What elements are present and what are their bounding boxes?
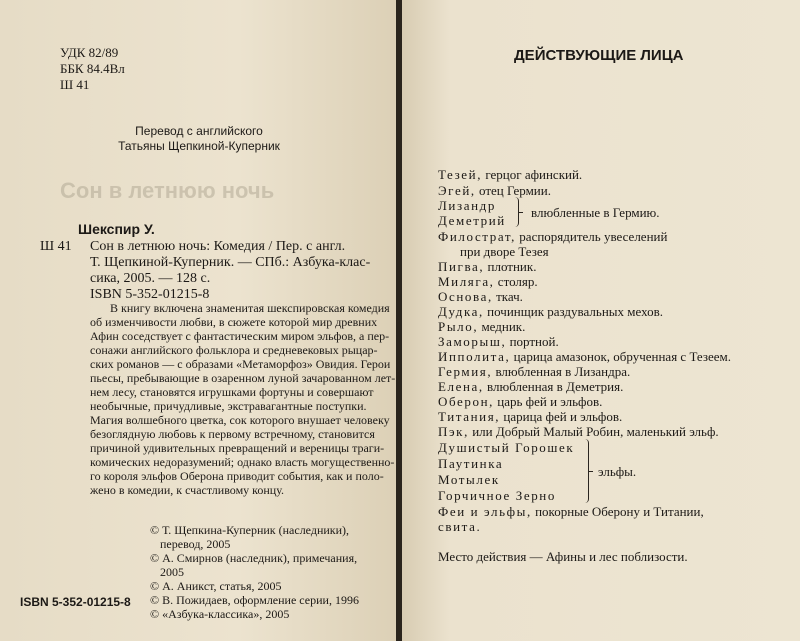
cast-entry <box>438 168 582 181</box>
character-desc: влюбленная в Лизандра. <box>492 364 631 379</box>
character-desc: царь фей и эльфов. <box>494 394 603 409</box>
character-name: Паутинка <box>438 456 504 471</box>
character-name: Эгей, <box>438 183 476 198</box>
character-desc: влюбленная в Деметрия. <box>483 379 624 394</box>
bibliography-line: Т. Щепкиной-Куперник. — СПб.: Азбука-клас- <box>90 255 371 270</box>
annotation-line: нем лесу, становятся игрушками фортуны и совершают <box>90 385 374 399</box>
cast-entry <box>438 365 630 378</box>
character-name: Заморыш, <box>438 334 507 349</box>
annotation-line: комических недоразумений; однако власть могущественно- <box>90 455 395 469</box>
character-name: Лизандр <box>438 198 496 213</box>
character-name: Ипполита, <box>438 349 511 364</box>
translation-note-line: Перевод с английского <box>135 124 263 138</box>
cast-entry <box>438 260 536 273</box>
character-name: Пэк, <box>438 424 469 439</box>
character-name: Филострат, <box>438 229 517 244</box>
copyright-line: © «Азбука-классика», 2005 <box>150 607 290 621</box>
character-desc: столяр. <box>494 274 538 289</box>
copyright-line: перевод, 2005 <box>160 537 231 551</box>
annotation-line: пьесы, пребывающие в озаренном луной зачарованном лет- <box>90 371 396 385</box>
udk-code: УДК 82/89 <box>60 45 119 60</box>
character-desc: медник. <box>478 319 526 334</box>
cast-entry <box>438 410 622 423</box>
annotation-line: об изменчивости любви, в сюжете которой мир древних <box>90 315 378 329</box>
isbn-line: ISBN 5-352-01215-8 <box>90 287 210 302</box>
right-page <box>402 0 800 641</box>
character-desc: покорные Оберону и Титании, <box>531 504 704 519</box>
bibliography-line: сика, 2005. — 128 с. <box>90 271 211 286</box>
character-desc: герцог афинский. <box>482 167 583 182</box>
translation-note-line: Татьяны Щепкиной-Куперник <box>118 139 280 153</box>
annotation-line: жено в комедии, к счастливому концу. <box>90 483 285 497</box>
setting-note: Место действия — Афины и лес поблизости. <box>438 549 688 564</box>
character-name: Деметрий <box>438 213 506 228</box>
bbk-code: ББК 84.4Вл <box>60 61 125 76</box>
copyright-line: © А. Аникст, статья, 2005 <box>150 579 282 593</box>
character-name: Душистый Горошек <box>438 440 575 455</box>
cast-entry <box>438 425 719 438</box>
character-desc: при дворе Тезея <box>460 244 549 259</box>
bleed-through-text: Сон в летнюю ночь <box>60 178 275 203</box>
character-name: Пигва, <box>438 259 485 274</box>
annotation-line: ских романов — с образами «Метаморфоз» Овидия. Герои <box>90 357 391 371</box>
character-name: Феи и эльфы, <box>438 504 532 519</box>
annotation-line: причиной удивительных превращений и вереницы траги- <box>90 441 385 455</box>
character-desc: ткач. <box>492 289 523 304</box>
copyright-line: © В. Пожидаев, оформление серии, 1996 <box>150 593 359 607</box>
annotation-line: необычные, причудливые, экстравагантные поступки. <box>90 399 367 413</box>
bibliography-line: Сон в летнюю ночь: Комедия / Пер. с англ. <box>90 239 346 254</box>
character-desc: царица амазонок, обрученная с Тезеем. <box>510 349 731 364</box>
copyright-line: © Т. Щепкина-Куперник (наследники), <box>150 523 350 537</box>
character-desc: царица фей и эльфов. <box>500 409 623 424</box>
left-page <box>0 0 398 641</box>
character-desc: плотник. <box>484 259 537 274</box>
page-title: ДЕЙСТВУЮЩИЕ ЛИЦА <box>514 47 684 64</box>
character-desc: отец Гермии. <box>475 183 551 198</box>
character-name: Миляга, <box>438 274 495 289</box>
cast-entry <box>438 395 602 408</box>
character-name: свита. <box>438 519 482 534</box>
group-label: влюбленные в Гермию. <box>531 205 660 220</box>
group-label: эльфы. <box>598 464 637 479</box>
sh-code: Ш 41 <box>60 77 90 92</box>
annotation-line: безоглядную любовь к первому встречному, становится <box>90 427 375 441</box>
group-bracket <box>580 439 589 503</box>
character-name: Елена, <box>438 379 484 394</box>
character-name: Тезей, <box>438 167 483 182</box>
character-name: Горчичное Зерно <box>438 488 556 503</box>
character-name: Титания, <box>438 409 501 424</box>
character-name: Основа, <box>438 289 493 304</box>
annotation-line: Афин соседствует с фантастическим миром эльфов, а пер- <box>90 329 390 343</box>
character-name: Рыло, <box>438 319 479 334</box>
cast-entry <box>438 320 525 333</box>
character-name: Гермия, <box>438 364 493 379</box>
group-bracket <box>510 197 519 227</box>
cast-entry <box>438 290 523 303</box>
cast-entry <box>438 305 663 318</box>
character-desc: распорядитель увеселений <box>516 229 668 244</box>
cast-entry <box>438 505 704 518</box>
annotation-line: го короля эльфов Оберона приводит события, как и поло- <box>90 469 384 483</box>
annotation-line: В книгу включена знаменитая шекспировская комедия <box>110 301 390 315</box>
copyright-line: © А. Смирнов (наследник), примечания, <box>150 551 358 565</box>
cast-entry <box>438 275 538 288</box>
character-name: Мотылек <box>438 472 500 487</box>
annotation-line: сонажи английского фольклора и средневековых рыцар- <box>90 343 378 357</box>
cast-entry <box>438 335 559 348</box>
character-name: Оберон, <box>438 394 495 409</box>
catalog-code: Ш 41 <box>40 239 72 254</box>
author-name: Шекспир У. <box>78 221 155 237</box>
cast-entry <box>438 380 623 393</box>
isbn-bottom: ISBN 5-352-01215-8 <box>20 595 131 609</box>
copyright-line: 2005 <box>160 565 184 579</box>
cast-entry <box>438 350 731 363</box>
character-desc: портной. <box>506 334 559 349</box>
character-desc: починщик раздувальных мехов. <box>483 304 663 319</box>
annotation-line: Магия волшебного цветка, сок которого внушает человеку <box>90 413 390 427</box>
cast-entry <box>438 230 667 243</box>
character-desc: или Добрый Малый Робин, маленький эльф. <box>468 424 719 439</box>
cast-entry <box>438 184 551 197</box>
character-name: Дудка, <box>438 304 484 319</box>
